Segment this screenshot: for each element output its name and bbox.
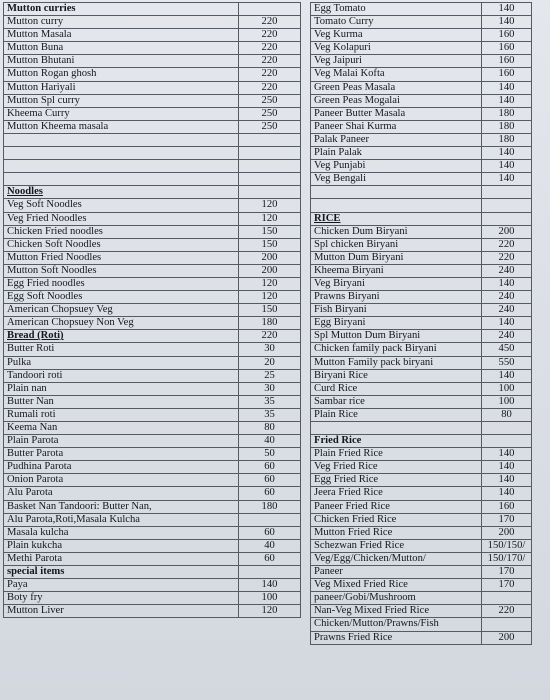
item-name: Tandoori roti (4, 369, 239, 382)
menu-item-row (4, 42, 301, 55)
item-price: 120 (239, 199, 301, 212)
menu-empty-row (4, 160, 301, 173)
item-name: Veg Malai Kofta (311, 68, 482, 81)
menu-item-row (311, 133, 532, 146)
menu-empty-row (311, 422, 532, 435)
menu-empty-row (4, 147, 301, 160)
item-name: Biryani Rice (311, 369, 482, 382)
item-name: Fish Biryani (311, 304, 482, 317)
item-name: Onion Parota (4, 474, 239, 487)
item-price: 100 (482, 395, 532, 408)
item-name: Chicken/Mutton/Prawns/Fish (311, 618, 482, 631)
menu-item-row (4, 356, 301, 369)
item-name: Schezwan Fried Rice (311, 539, 482, 552)
item-price: 30 (239, 382, 301, 395)
item-price: 160 (482, 29, 532, 42)
item-price: 120 (239, 277, 301, 290)
menu-section-heading (4, 330, 301, 343)
item-name: Egg Tomato (311, 3, 482, 16)
menu-item-row (311, 147, 532, 160)
item-name: Masala kulcha (4, 526, 239, 539)
menu-item-row (4, 68, 301, 81)
item-name: Paneer Fried Rice (311, 500, 482, 513)
menu-item-row (311, 251, 532, 264)
item-price (482, 422, 532, 435)
menu-item-row (4, 120, 301, 133)
menu-item-row (4, 592, 301, 605)
menu-item-row (311, 579, 532, 592)
menu-table-right (310, 2, 532, 645)
item-name: Paneer Butter Masala (311, 107, 482, 120)
item-name: Plain Palak (311, 147, 482, 160)
menu-empty-row (4, 133, 301, 146)
menu-item-row (311, 566, 532, 579)
item-price: 220 (239, 16, 301, 29)
item-price: 80 (239, 422, 301, 435)
item-name: Veg Fried Rice (311, 461, 482, 474)
item-price: 140 (482, 81, 532, 94)
item-price: 40 (239, 435, 301, 448)
item-price: 140 (482, 369, 532, 382)
menu-item-row (4, 29, 301, 42)
item-price: 140 (239, 579, 301, 592)
item-name: Veg Kurma (311, 29, 482, 42)
item-name: Veg Jaipuri (311, 55, 482, 68)
item-name: Plain nan (4, 382, 239, 395)
item-price: 25 (239, 369, 301, 382)
item-price: 150 (239, 304, 301, 317)
item-price: 170 (482, 579, 532, 592)
item-name: Veg Biryani (311, 277, 482, 290)
item-price: 250 (239, 107, 301, 120)
menu-item-row (311, 317, 532, 330)
menu-item-row (4, 264, 301, 277)
section-title: Noodles (4, 186, 239, 199)
item-price: 140 (482, 461, 532, 474)
item-name: Butter Parota (4, 448, 239, 461)
item-price: 35 (239, 408, 301, 421)
item-name: Prawns Biryani (311, 291, 482, 304)
item-price: 220 (482, 238, 532, 251)
item-price: 550 (482, 356, 532, 369)
menu-item-row (311, 382, 532, 395)
item-name: Pudhina Parota (4, 461, 239, 474)
item-name: Chicken family pack Biryani (311, 343, 482, 356)
menu-item-row (311, 173, 532, 186)
item-price (239, 160, 301, 173)
item-price: 200 (239, 251, 301, 264)
menu-item-row (4, 369, 301, 382)
menu-section-heading (311, 212, 532, 225)
item-price: 250 (239, 94, 301, 107)
menu-item-row (311, 277, 532, 290)
item-price: 140 (482, 3, 532, 16)
item-name: Paneer (311, 566, 482, 579)
item-name: Chicken Fried Rice (311, 513, 482, 526)
menu-item-row (4, 199, 301, 212)
menu-item-row (311, 120, 532, 133)
menu-item-row (311, 81, 532, 94)
menu-column-left (3, 2, 300, 618)
item-name: Spl Mutton Dum Biryani (311, 330, 482, 343)
item-name: Butter Nan (4, 395, 239, 408)
item-price: 140 (482, 317, 532, 330)
item-price (239, 133, 301, 146)
menu-item-row (311, 631, 532, 644)
item-price: 120 (239, 291, 301, 304)
menu-section-heading (4, 3, 301, 16)
section-title: RICE (311, 212, 482, 225)
item-price: 220 (482, 605, 532, 618)
menu-empty-row (311, 199, 532, 212)
menu-item-row (311, 55, 532, 68)
item-price: 150/170/ (482, 552, 532, 565)
item-price: 50 (239, 448, 301, 461)
menu-item-row (4, 395, 301, 408)
menu-section-heading (311, 435, 532, 448)
item-name: Prawns Fried Rice (311, 631, 482, 644)
item-price: 150/150/ (482, 539, 532, 552)
menu-item-row (4, 579, 301, 592)
item-name: Butter Roti (4, 343, 239, 356)
item-name: Pulka (4, 356, 239, 369)
item-name (4, 133, 239, 146)
item-name: Boty fry (4, 592, 239, 605)
item-name: Keema Nan (4, 422, 239, 435)
item-name: Veg Mixed Fried Rice (311, 579, 482, 592)
menu-item-row (311, 107, 532, 120)
item-price: 140 (482, 277, 532, 290)
item-price: 100 (239, 592, 301, 605)
item-price: 160 (482, 42, 532, 55)
menu-item-row (311, 68, 532, 81)
menu-item-row (311, 343, 532, 356)
item-name: Veg Soft Noodles (4, 199, 239, 212)
item-price: 60 (239, 474, 301, 487)
menu-empty-row (4, 173, 301, 186)
item-price: 180 (482, 107, 532, 120)
item-price: 240 (482, 330, 532, 343)
item-name: Chicken Dum Biryani (311, 225, 482, 238)
menu-item-row (311, 474, 532, 487)
item-name: Jeera Fried Rice (311, 487, 482, 500)
item-price (239, 147, 301, 160)
item-price: 140 (482, 474, 532, 487)
item-price: 180 (482, 133, 532, 146)
menu-item-row (311, 330, 532, 343)
menu-item-row (311, 618, 532, 631)
menu-column-right (310, 2, 531, 645)
item-price: 150 (239, 225, 301, 238)
menu-item-row (4, 435, 301, 448)
item-price: 160 (482, 55, 532, 68)
menu-item-row (4, 55, 301, 68)
menu-item-row (311, 291, 532, 304)
item-price: 120 (239, 605, 301, 618)
menu-item-row (311, 160, 532, 173)
item-name: Veg Punjabi (311, 160, 482, 173)
item-price: 60 (239, 461, 301, 474)
menu-item-row (311, 16, 532, 29)
item-name: Mutton Hariyali (4, 81, 239, 94)
item-name: Mutton curry (4, 16, 239, 29)
item-price (482, 186, 532, 199)
menu-item-row (311, 94, 532, 107)
menu-item-row (4, 107, 301, 120)
menu-section-heading (4, 566, 301, 579)
item-price: 140 (482, 173, 532, 186)
item-price (482, 435, 532, 448)
item-price: 160 (482, 500, 532, 513)
item-price: 170 (482, 566, 532, 579)
item-price: 220 (239, 29, 301, 42)
item-name: Plain kukcha (4, 539, 239, 552)
item-price: 220 (239, 68, 301, 81)
menu-item-row (4, 343, 301, 356)
item-name: Basket Nan Tandoori: Butter Nan, (4, 500, 239, 513)
item-name: Methi Parota (4, 552, 239, 565)
item-name: Mutton Dum Biryani (311, 251, 482, 264)
item-price (239, 173, 301, 186)
item-name: Paneer Shai Kurma (311, 120, 482, 133)
item-price: 250 (239, 120, 301, 133)
item-price: 200 (482, 526, 532, 539)
item-price (239, 566, 301, 579)
item-name: Mutton Liver (4, 605, 239, 618)
item-name: American Chopsuey Non Veg (4, 317, 239, 330)
menu-item-row (4, 500, 301, 513)
menu-item-row (311, 238, 532, 251)
menu-empty-row (311, 186, 532, 199)
item-name: Green Peas Masala (311, 81, 482, 94)
menu-item-row (311, 29, 532, 42)
item-name: Mutton Rogan ghosh (4, 68, 239, 81)
section-title: Fried Rice (311, 435, 482, 448)
menu-table-left (3, 2, 301, 618)
menu-item-row (311, 526, 532, 539)
item-name: Plain Fried Rice (311, 448, 482, 461)
item-price: 240 (482, 304, 532, 317)
item-name: Mutton Masala (4, 29, 239, 42)
item-name: Egg Fried noodles (4, 277, 239, 290)
item-price: 160 (482, 68, 532, 81)
menu-item-row (4, 526, 301, 539)
item-name: Rumali roti (4, 408, 239, 421)
item-name: Egg Fried Rice (311, 474, 482, 487)
item-price (482, 212, 532, 225)
menu-item-row (4, 81, 301, 94)
item-name (4, 160, 239, 173)
item-price: 200 (482, 225, 532, 238)
item-price: 120 (239, 212, 301, 225)
menu-item-row (4, 448, 301, 461)
item-price: 20 (239, 356, 301, 369)
menu-item-row (311, 500, 532, 513)
menu-item-row (4, 539, 301, 552)
item-name: Mutton Fried Rice (311, 526, 482, 539)
menu-item-row (311, 592, 532, 605)
menu-item-row (311, 304, 532, 317)
menu-item-row (4, 422, 301, 435)
item-name: Plain Rice (311, 408, 482, 421)
item-name: Green Peas Mogalai (311, 94, 482, 107)
item-price: 180 (482, 120, 532, 133)
menu-item-row (311, 42, 532, 55)
menu-item-row (4, 487, 301, 500)
item-price: 220 (239, 330, 301, 343)
menu-item-row (4, 605, 301, 618)
item-price: 220 (239, 42, 301, 55)
item-name: Nan-Veg Mixed Fried Rice (311, 605, 482, 618)
item-name: Mutton Bhutani (4, 55, 239, 68)
item-name: Mutton Fried Noodles (4, 251, 239, 264)
menu-item-row (311, 448, 532, 461)
menu-item-row (4, 238, 301, 251)
menu-item-row (311, 369, 532, 382)
menu-item-row (311, 487, 532, 500)
item-price: 180 (239, 500, 301, 513)
item-name: Egg Biryani (311, 317, 482, 330)
item-name: Alu Parota,Roti,Masala Kulcha (4, 513, 239, 526)
menu-item-row (4, 461, 301, 474)
menu-section-heading (4, 186, 301, 199)
item-price: 80 (482, 408, 532, 421)
item-price: 60 (239, 552, 301, 565)
item-name (4, 147, 239, 160)
menu-item-row (311, 605, 532, 618)
menu-item-row (4, 382, 301, 395)
menu-item-row (4, 317, 301, 330)
menu-item-row (4, 16, 301, 29)
menu-item-row (4, 251, 301, 264)
item-price: 240 (482, 291, 532, 304)
item-price: 220 (482, 251, 532, 264)
menu-item-row (311, 225, 532, 238)
item-price: 180 (239, 317, 301, 330)
item-price: 60 (239, 487, 301, 500)
item-name: Mutton Kheema masala (4, 120, 239, 133)
item-price: 140 (482, 160, 532, 173)
item-name: Sambar rice (311, 395, 482, 408)
item-name: Spl chicken Biryani (311, 238, 482, 251)
menu-item-row (311, 264, 532, 277)
item-price: 35 (239, 395, 301, 408)
menu-item-row (4, 94, 301, 107)
item-name: Palak Paneer (311, 133, 482, 146)
item-name: Veg Bengali (311, 173, 482, 186)
item-price: 140 (482, 487, 532, 500)
item-price (482, 618, 532, 631)
item-price: 30 (239, 343, 301, 356)
menu-item-row (311, 539, 532, 552)
menu-item-row (311, 552, 532, 565)
menu-item-row (311, 513, 532, 526)
item-price: 140 (482, 147, 532, 160)
section-title: Bread (Roti) (4, 330, 239, 343)
item-name: Kheema Biryani (311, 264, 482, 277)
menu-item-row (311, 3, 532, 16)
item-name: Egg Soft Noodles (4, 291, 239, 304)
item-name: Mutton Family pack biryani (311, 356, 482, 369)
menu-item-row (311, 356, 532, 369)
item-price (239, 513, 301, 526)
item-price: 240 (482, 264, 532, 277)
menu-item-row (4, 304, 301, 317)
item-price (482, 199, 532, 212)
menu-item-row (4, 291, 301, 304)
menu-item-row (311, 395, 532, 408)
item-name: Alu Parota (4, 487, 239, 500)
item-name: Tomato Curry (311, 16, 482, 29)
item-price: 40 (239, 539, 301, 552)
menu-item-row (4, 552, 301, 565)
item-name: Veg/Egg/Chicken/Mutton/ (311, 552, 482, 565)
item-name (311, 422, 482, 435)
item-price (239, 186, 301, 199)
item-name (311, 186, 482, 199)
menu-item-row (4, 408, 301, 421)
item-name: American Chopsuey Veg (4, 304, 239, 317)
section-title: special items (4, 566, 239, 579)
menu-item-row (4, 474, 301, 487)
item-price: 140 (482, 94, 532, 107)
item-price: 450 (482, 343, 532, 356)
item-price: 60 (239, 526, 301, 539)
item-price: 200 (239, 264, 301, 277)
item-name: Chicken Fried noodles (4, 225, 239, 238)
menu-item-row (311, 461, 532, 474)
item-name: Plain Parota (4, 435, 239, 448)
item-name: Paya (4, 579, 239, 592)
item-price: 220 (239, 55, 301, 68)
menu-item-row (4, 225, 301, 238)
menu-item-row (4, 212, 301, 225)
item-name: Kheema Curry (4, 107, 239, 120)
menu-item-row (4, 513, 301, 526)
item-name: Mutton Spl curry (4, 94, 239, 107)
item-price: 150 (239, 238, 301, 251)
item-price (239, 3, 301, 16)
item-name: Veg Fried Noodles (4, 212, 239, 225)
item-name (4, 173, 239, 186)
menu-item-row (311, 408, 532, 421)
item-name: Veg Kolapuri (311, 42, 482, 55)
item-price: 170 (482, 513, 532, 526)
item-price: 200 (482, 631, 532, 644)
item-name: Mutton Buna (4, 42, 239, 55)
item-name: Mutton Soft Noodles (4, 264, 239, 277)
item-name: Chicken Soft Noodles (4, 238, 239, 251)
item-price (482, 592, 532, 605)
section-title: Mutton curries (4, 3, 239, 16)
item-price: 140 (482, 448, 532, 461)
menu-item-row (4, 277, 301, 290)
item-price: 140 (482, 16, 532, 29)
item-name: paneer/Gobi/Mushroom (311, 592, 482, 605)
item-price: 100 (482, 382, 532, 395)
item-name (311, 199, 482, 212)
item-price: 220 (239, 81, 301, 94)
item-name: Curd Rice (311, 382, 482, 395)
